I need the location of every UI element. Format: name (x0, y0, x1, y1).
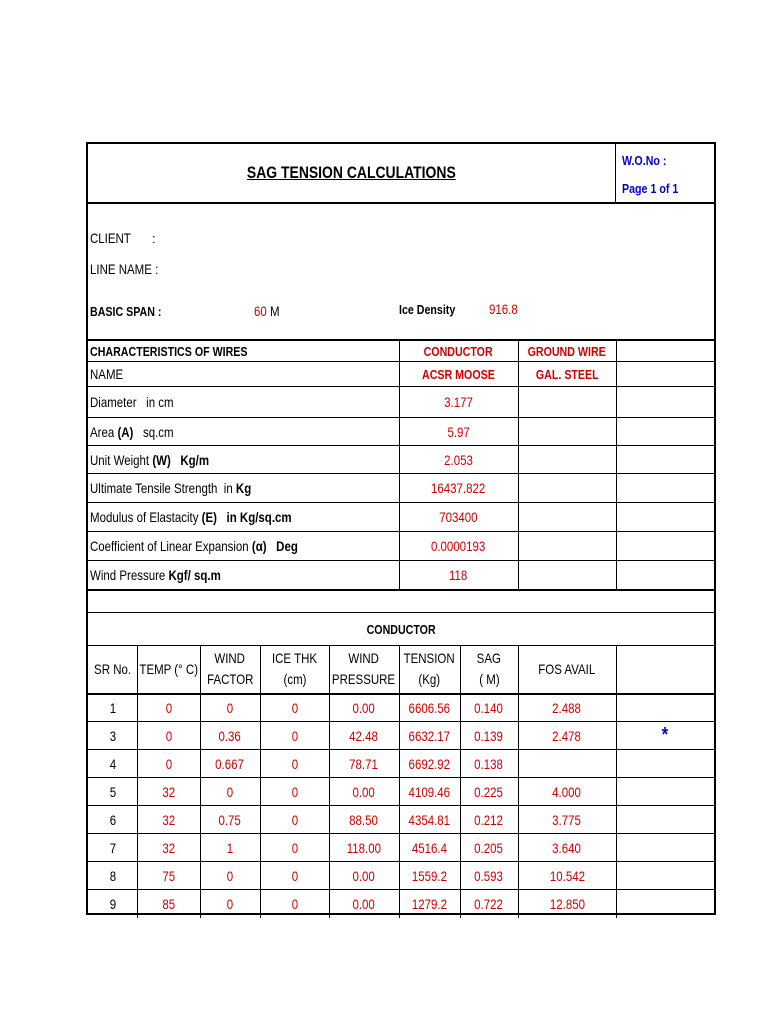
table-cell-fos: 3.640 (552, 839, 582, 856)
client-label: CLIENT (90, 230, 131, 246)
note-marker (616, 862, 714, 889)
table-cell-wind-factor: 0 (226, 699, 234, 716)
table-cell-wind-pressure: 0.00 (352, 699, 376, 716)
table-cell-fos: 2.478 (552, 727, 582, 744)
table-cell-wind-factor: 1 (226, 839, 234, 856)
note-marker (616, 834, 714, 861)
table-cell-temp: 0 (165, 727, 172, 744)
table-cell-sag: 0.138 (474, 755, 504, 772)
ice-density-label: Ice Density (399, 301, 456, 317)
table-cell-sag: 0.140 (474, 699, 504, 716)
table-cell-ice: 0 (291, 699, 298, 716)
table-cell-temp: 0 (165, 699, 172, 716)
table-cell-tension: 4109.46 (408, 783, 451, 800)
table-cell-tension: 4354.81 (408, 811, 451, 828)
table-cell-sr: 8 (109, 867, 116, 884)
table-cell-sr: 1 (109, 699, 116, 716)
table-cell-sag: 0.139 (474, 727, 504, 744)
characteristic-label: Ultimate Tensile Strength in Kg (90, 480, 252, 496)
table-cell-wind-pressure: 78.71 (349, 755, 379, 772)
table-cell-ice: 0 (291, 895, 298, 912)
table-cell-ice: 0 (291, 839, 298, 856)
table-cell-wind-pressure: 42.48 (349, 727, 379, 744)
table-cell-wind-factor: 0 (226, 895, 234, 912)
page-number-label: Page 1 of 1 (622, 180, 679, 196)
characteristics-heading: CHARACTERISTICS OF WIRES (90, 343, 248, 359)
column-header: SR No. (93, 660, 132, 677)
basic-span-unit: M (270, 303, 280, 319)
table-cell-fos: 4.000 (552, 783, 582, 800)
column-header: WIND FACTOR (206, 650, 254, 687)
table-cell-sr: 4 (109, 755, 116, 772)
table-cell-wind-pressure: 0.00 (352, 895, 376, 912)
note-marker (616, 806, 714, 833)
table-cell-fos (518, 750, 616, 777)
conductor-name: ACSR MOOSE (422, 366, 495, 382)
table-cell-fos: 10.542 (549, 867, 585, 884)
table-cell-tension: 1279.2 (411, 895, 448, 912)
ground-wire-name: GAL. STEEL (535, 366, 599, 382)
column-header: WIND PRESSURE (332, 650, 396, 687)
column-header: TENSION (Kg) (403, 650, 456, 687)
note-marker: * (661, 724, 669, 746)
column-header: ICE THK (cm) (271, 650, 318, 687)
table-cell-sag: 0.722 (474, 895, 504, 912)
work-order-label: W.O.No : (622, 152, 667, 168)
table-cell-fos: 12.850 (549, 895, 585, 912)
conductor-characteristic-value: 16437.822 (431, 480, 486, 496)
table-cell-ice: 0 (291, 783, 298, 800)
table-cell-temp: 32 (162, 783, 175, 800)
basic-span-label: BASIC SPAN : (90, 303, 162, 319)
table-cell-wind-factor: 0.36 (218, 727, 242, 744)
characteristic-label: Modulus of Elastacity (E) in Kg/sq.cm (90, 509, 292, 525)
name-label: NAME (90, 366, 124, 382)
table-cell-sr: 9 (109, 895, 116, 912)
ice-density-value: 916.8 (489, 301, 518, 317)
table-cell-wind-factor: 0.75 (218, 811, 242, 828)
table-cell-temp: 32 (162, 811, 175, 828)
conductor-characteristic-value: 703400 (439, 509, 478, 525)
table-cell-sag: 0.593 (474, 867, 504, 884)
characteristic-label: Unit Weight (W) Kg/m (90, 451, 210, 468)
table-cell-tension: 1559.2 (411, 867, 448, 884)
table-cell-ice: 0 (291, 727, 298, 744)
table-cell-temp: 85 (162, 895, 175, 912)
table-cell-wind-factor: 0 (226, 867, 234, 884)
table-cell-tension: 6632.17 (408, 727, 451, 744)
characteristic-label: Wind Pressure Kgf/ sq.m (90, 567, 221, 583)
table-cell-wind-factor: 0 (226, 783, 234, 800)
line-name-label: LINE NAME : (90, 261, 159, 277)
note-marker (616, 694, 714, 721)
conductor-table-heading: CONDUCTOR (366, 621, 436, 637)
client-colon: : (152, 230, 156, 246)
conductor-characteristic-value: 2.053 (444, 451, 473, 468)
table-cell-tension: 6606.56 (408, 699, 451, 716)
table-cell-sr: 6 (109, 811, 116, 828)
table-cell-sr: 3 (109, 727, 116, 744)
column-header: SAG ( M) (476, 650, 502, 687)
table-cell-ice: 0 (291, 811, 298, 828)
conductor-characteristic-value: 3.177 (444, 394, 473, 410)
sag-tension-sheet (86, 142, 716, 915)
table-cell-temp: 75 (162, 867, 175, 884)
basic-span-value: 60 (254, 303, 267, 319)
table-cell-sag: 0.205 (474, 839, 504, 856)
table-cell-sr: 7 (109, 839, 116, 856)
characteristic-label: Diameter in cm (90, 394, 174, 410)
table-cell-temp: 32 (162, 839, 175, 856)
conductor-characteristic-value: 118 (449, 567, 468, 583)
table-cell-fos: 3.775 (552, 811, 582, 828)
table-cell-wind-factor: 0.667 (215, 755, 245, 772)
ground-wire-column-header: GROUND WIRE (527, 343, 607, 359)
table-cell-ice: 0 (291, 755, 298, 772)
table-cell-temp: 0 (165, 755, 172, 772)
table-cell-tension: 4516.4 (411, 839, 448, 856)
conductor-characteristic-value: 0.0000193 (431, 538, 486, 554)
table-cell-sr: 5 (109, 783, 116, 800)
conductor-characteristic-value: 5.97 (447, 423, 470, 440)
characteristic-label: Area (A) sq.cm (90, 423, 174, 440)
page-title: SAG TENSION CALCULATIONS (247, 163, 456, 182)
table-cell-tension: 6692.92 (408, 755, 451, 772)
conductor-column-header: CONDUCTOR (423, 343, 494, 359)
table-cell-fos: 2.488 (552, 699, 582, 716)
note-marker (616, 778, 714, 805)
table-cell-sag: 0.225 (474, 783, 504, 800)
table-cell-wind-pressure: 0.00 (352, 867, 376, 884)
note-marker (616, 750, 714, 777)
note-marker (616, 890, 714, 917)
column-header: TEMP (° C) (139, 660, 198, 677)
table-cell-wind-pressure: 0.00 (352, 783, 376, 800)
table-cell-ice: 0 (291, 867, 298, 884)
table-cell-wind-pressure: 118.00 (346, 839, 382, 856)
table-cell-wind-pressure: 88.50 (349, 811, 379, 828)
characteristic-label: Coefficient of Linear Expansion (α) Deg (90, 538, 298, 554)
column-header: FOS AVAIL (538, 660, 596, 677)
table-cell-sag: 0.212 (474, 811, 504, 828)
